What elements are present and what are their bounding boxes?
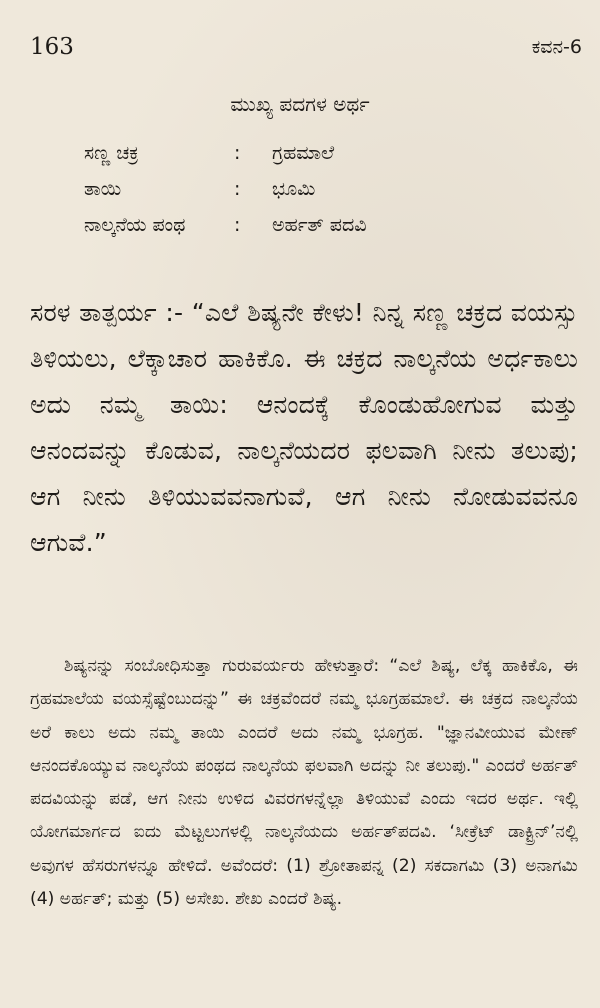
glossary-term: ಸಣ್ಣ ಚಕ್ರ — [84, 142, 139, 164]
glossary-term: ನಾಲ್ಕನೆಯ ಪಂಥ — [84, 214, 186, 236]
glossary-meaning: ಗ್ರಹಮಾಲೆ — [272, 142, 335, 164]
glossary-row — [84, 142, 504, 178]
commentary-paragraph: ಶಿಷ್ಯನನ್ನು ಸಂಬೋಧಿಸುತ್ತಾ ಗುರುವರ್ಯರು ಹೇಳುತ್ತಾರೆ: “ಎಲೆ ಶಿಷ್ಯ, ಲೆಕ್ಕ ಹಾಕಿಕೊ, ಈ ಗ್ರಹಮಾಲೆಯ ವಯಸ್ಸೆಷ್ಟೆಂಬುದನ್ನು” ಈ ಚಕ್ರವೆಂದರೆ ನಮ್ಮ ಭೂಗ್ರಹಮಾಲೆ. ಈ ಚಕ್ರದ ನಾಲ್ಕನೆಯ ಅರೆ ಕಾಲು ಅದು ನಮ್ಮ ತಾಯಿ ಎಂದರೆ ಅದು ನಮ್ಮ ಭೂಗ್ರಹ. "ಜ್ಞಾನವೀಯುವ ಮೇಣ್ ಆನಂದಕೊಯ್ಯುವ ನಾಲ್ಕನೆಯ ಪಂಥದ ನಾಲ್ಕನೆಯ ಫಲವಾಗಿ ಅದನ್ನು ನೀ ತಲುಪು." ಎಂದರೆ ಅರ್ಹತ್ ಪದವಿಯನ್ನು ಪಡೆ, ಆಗ ನೀನು ಉಳಿದ ವಿವರಗಳನ್ನೆಲ್ಲಾ ತಿಳಿಯುವೆ ಎಂದು ಇದರ ಅರ್ಥ. ಇಲ್ಲಿ ಯೋಗಮಾರ್ಗದ ಐದು ಮೆಟ್ಟಲುಗಳಲ್ಲಿ ನಾಲ್ಕನೆಯದು ಅರ್ಹತ್‌ಪದವಿ. ‘ಸೀಕ್ರೆಟ್ ಡಾಕ್ಟ್ರಿನ್’ನಲ್ಲಿ ಅವುಗಳ ಹೆಸರುಗಳನ್ನೂ ಹೇಳಿದೆ. ಅವೆಂದರೆ: (1) ಶ್ರೋತಾಪನ್ನ (2) ಸಕದಾಗಮಿ (3) ಅನಾಗಮಿ (4) ಅರ್ಹತ್; ಮತ್ತು (5) ಅಸೇಖ. ಶೇಖ ಎಂದರೆ ಶಿಷ್ಯ. — [30, 656, 578, 910]
glossary-meaning: ಅರ್ಹತ್ ಪದವಿ — [272, 214, 367, 236]
summary-paragraph — [30, 290, 578, 566]
summary-label: ಸರಳ ತಾತ್ಪರ್ಯ :- — [30, 298, 192, 327]
glossary — [84, 142, 504, 250]
page-header — [30, 34, 582, 64]
glossary-colon: : — [234, 142, 241, 164]
glossary-row — [84, 178, 504, 214]
running-head: ಕವನ-6 — [531, 36, 582, 58]
summary-text: “ಎಲೆ ಶಿಷ್ಯನೇ ಕೇಳು! ನಿನ್ನ ಸಣ್ಣ ಚಕ್ರದ ವಯಸ್ಸು ತಿಳಿಯಲು, ಲೆಕ್ಕಾಚಾರ ಹಾಕಿಕೊ. ಈ ಚಕ್ರದ ನಾಲ್ಕನೆಯ ಅರ್ಧಕಾಲು ಅದು ನಮ್ಮ ತಾಯಿ: ಆನಂದಕ್ಕೆ ಕೊಂಡುಹೋಗುವ ಮತ್ತು ಆನಂದವನ್ನು ಕೊಡುವ, ನಾಲ್ಕನೆಯದರ ಫಲವಾಗಿ ನೀನು ತಲುಪು; ಆಗ ನೀನು ತಿಳಿಯುವವನಾಗುವೆ, ಆಗ ನೀನು ನೋಡುವವನೂ ಆಗುವೆ.” — [30, 298, 578, 557]
glossary-row — [84, 214, 504, 250]
glossary-meaning: ಭೂಮಿ — [272, 178, 316, 200]
section-title: ಮುಖ್ಯ ಪದಗಳ ಅರ್ಥ — [230, 92, 370, 116]
page-number: 163 — [30, 34, 74, 60]
glossary-colon: : — [234, 214, 241, 236]
glossary-colon: : — [234, 178, 241, 200]
glossary-term: ತಾಯಿ — [84, 178, 122, 200]
